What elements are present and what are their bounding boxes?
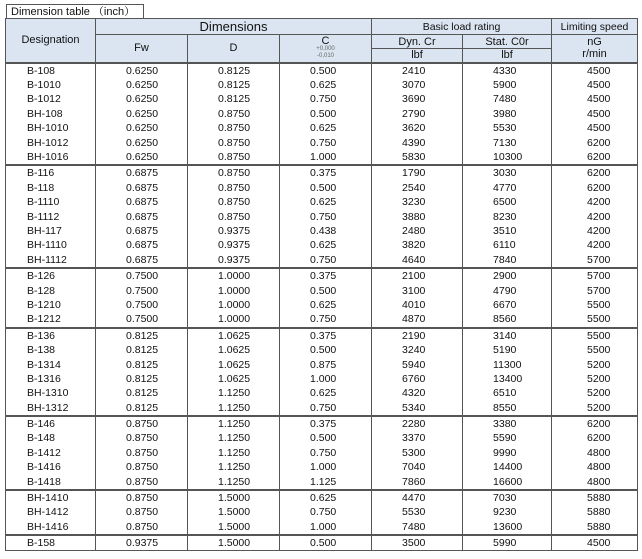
cell-speed: 6200 [552,135,638,149]
cell-fw: 0.8750 [96,446,188,460]
cell-c: 0.625 [280,238,372,252]
cell-d: 1.1250 [188,400,280,415]
cell-fw: 0.8750 [96,520,188,535]
cell-fw: 0.6250 [96,107,188,121]
cell-speed: 5200 [552,386,638,400]
cell-dyn: 2280 [372,416,463,431]
cell-speed: 4500 [552,78,638,92]
cell-dyn: 3100 [372,283,463,297]
cell-designation: BH-1112 [6,253,96,268]
cell-speed: 5700 [552,283,638,297]
table-row [6,298,638,312]
cell-fw: 0.6875 [96,165,188,180]
cell-stat: 16600 [463,474,552,489]
table-row [6,92,638,106]
cell-dyn: 4640 [372,253,463,268]
table-body [6,63,638,551]
cell-fw: 0.7500 [96,268,188,283]
cell-c: 0.625 [280,121,372,135]
cell-d: 1.0000 [188,312,280,327]
cell-speed: 5500 [552,328,638,343]
cell-c: 1.125 [280,474,372,489]
cell-speed: 5200 [552,400,638,415]
cell-fw: 0.8750 [96,505,188,519]
cell-stat: 5530 [463,121,552,135]
cell-designation: B-108 [6,63,96,78]
cell-speed: 6200 [552,431,638,445]
cell-speed: 5200 [552,357,638,371]
cell-d: 0.9375 [188,238,280,252]
cell-stat: 4770 [463,181,552,195]
cell-stat: 5900 [463,78,552,92]
cell-fw: 0.6875 [96,195,188,209]
cell-c: 0.750 [280,253,372,268]
cell-stat: 4330 [463,63,552,78]
table-row [6,535,638,551]
cell-stat: 13600 [463,520,552,535]
cell-c: 0.750 [280,505,372,519]
dimension-table [5,18,638,551]
cell-fw: 0.9375 [96,535,188,551]
cell-designation: BH-1012 [6,135,96,149]
cell-c: 1.000 [280,150,372,165]
table-row [6,181,638,195]
cell-dyn: 4010 [372,298,463,312]
cell-stat: 4790 [463,283,552,297]
table-row [6,78,638,92]
table-row [6,328,638,343]
cell-dyn: 2190 [372,328,463,343]
cell-dyn: 3230 [372,195,463,209]
cell-d: 1.0625 [188,357,280,371]
header-c-tolerance-upper: +0,000 [316,45,335,52]
cell-c: 0.750 [280,400,372,415]
cell-d: 1.5000 [188,520,280,535]
cell-stat: 3510 [463,224,552,238]
cell-d: 0.8750 [188,165,280,180]
cell-fw: 0.8750 [96,474,188,489]
cell-d: 1.0000 [188,283,280,297]
cell-dyn: 5530 [372,505,463,519]
cell-designation: BH-1010 [6,121,96,135]
cell-designation: BH-1412 [6,505,96,519]
cell-dyn: 3620 [372,121,463,135]
cell-dyn: 5340 [372,400,463,415]
header-c-label: C [321,34,330,47]
cell-stat: 9990 [463,446,552,460]
header-speed [552,35,638,63]
cell-d: 1.0625 [188,372,280,386]
cell-stat: 11300 [463,357,552,371]
cell-fw: 0.6250 [96,63,188,78]
cell-stat: 9230 [463,505,552,519]
cell-fw: 0.6250 [96,135,188,149]
cell-speed: 4500 [552,121,638,135]
cell-designation: BH-108 [6,107,96,121]
cell-speed: 4500 [552,63,638,78]
cell-fw: 0.8750 [96,460,188,474]
cell-speed: 4800 [552,474,638,489]
cell-fw: 0.7500 [96,283,188,297]
cell-speed: 4800 [552,446,638,460]
table-row [6,209,638,223]
cell-d: 0.8750 [188,195,280,209]
cell-d: 1.1250 [188,446,280,460]
cell-stat: 13400 [463,372,552,386]
cell-designation: B-1010 [6,78,96,92]
cell-designation: B-138 [6,343,96,357]
cell-designation: B-118 [6,181,96,195]
header-c [280,35,372,63]
cell-c: 0.500 [280,431,372,445]
table-row [6,121,638,135]
cell-d: 0.9375 [188,224,280,238]
cell-dyn: 3070 [372,78,463,92]
cell-fw: 0.8125 [96,343,188,357]
table-row [6,312,638,327]
cell-designation: B-136 [6,328,96,343]
cell-speed: 5500 [552,343,638,357]
cell-dyn: 7480 [372,520,463,535]
cell-designation: BH-1416 [6,520,96,535]
table-row [6,372,638,386]
table-row [6,446,638,460]
cell-fw: 0.8750 [96,431,188,445]
cell-speed: 4200 [552,209,638,223]
cell-c: 0.375 [280,268,372,283]
cell-dyn: 5940 [372,357,463,371]
cell-designation: B-1212 [6,312,96,327]
cell-c: 0.500 [280,107,372,121]
cell-speed: 5500 [552,298,638,312]
cell-stat: 10300 [463,150,552,165]
cell-d: 0.8750 [188,181,280,195]
table-row [6,460,638,474]
cell-designation: B-1412 [6,446,96,460]
header-fw: Fw [96,35,188,63]
cell-d: 0.8750 [188,150,280,165]
cell-d: 1.0000 [188,268,280,283]
table-row [6,195,638,209]
cell-dyn: 4470 [372,490,463,505]
table-row [6,268,638,283]
header-stat: Stat. C0r [463,35,552,49]
cell-c: 0.625 [280,386,372,400]
table-row [6,150,638,165]
cell-fw: 0.6250 [96,78,188,92]
table-row [6,520,638,535]
table-row [6,63,638,78]
cell-fw: 0.6875 [96,224,188,238]
cell-speed: 4500 [552,92,638,106]
cell-dyn: 4320 [372,386,463,400]
cell-designation: BH-1312 [6,400,96,415]
table-row [6,386,638,400]
cell-d: 1.0625 [188,343,280,357]
cell-dyn: 2480 [372,224,463,238]
table-row [6,165,638,180]
cell-fw: 0.6250 [96,92,188,106]
cell-dyn: 3880 [372,209,463,223]
cell-designation: BH-117 [6,224,96,238]
cell-speed: 4500 [552,535,638,551]
cell-speed: 5700 [552,253,638,268]
cell-dyn: 7860 [372,474,463,489]
cell-stat: 8560 [463,312,552,327]
cell-speed: 6200 [552,416,638,431]
cell-speed: 5880 [552,520,638,535]
cell-designation: B-128 [6,283,96,297]
cell-c: 0.375 [280,328,372,343]
cell-d: 0.8750 [188,209,280,223]
header-dyn: Dyn. Cr [372,35,463,49]
cell-d: 0.8125 [188,92,280,106]
cell-fw: 0.6875 [96,238,188,252]
cell-stat: 6670 [463,298,552,312]
table-header [6,19,638,63]
cell-speed: 4500 [552,107,638,121]
cell-designation: B-158 [6,535,96,551]
cell-c: 0.500 [280,343,372,357]
cell-stat: 3380 [463,416,552,431]
cell-designation: BH-1016 [6,150,96,165]
cell-designation: B-116 [6,165,96,180]
cell-speed: 5200 [552,372,638,386]
cell-speed: 6200 [552,181,638,195]
cell-c: 1.000 [280,460,372,474]
cell-dyn: 3240 [372,343,463,357]
cell-dyn: 2410 [372,63,463,78]
cell-dyn: 3500 [372,535,463,551]
header-dyn-unit: lbf [372,49,463,63]
cell-c: 1.000 [280,372,372,386]
cell-designation: B-1314 [6,357,96,371]
table-row [6,416,638,431]
cell-dyn: 4870 [372,312,463,327]
cell-fw: 0.6875 [96,253,188,268]
cell-fw: 0.6875 [96,209,188,223]
table-row [6,490,638,505]
cell-dyn: 5830 [372,150,463,165]
cell-fw: 0.8125 [96,328,188,343]
cell-d: 1.5000 [188,505,280,519]
table-row [6,400,638,415]
cell-d: 1.1250 [188,416,280,431]
cell-fw: 0.8125 [96,386,188,400]
cell-c: 0.500 [280,63,372,78]
cell-designation: B-1110 [6,195,96,209]
cell-fw: 0.7500 [96,298,188,312]
cell-designation: B-1112 [6,209,96,223]
cell-stat: 6510 [463,386,552,400]
cell-speed: 6200 [552,150,638,165]
cell-d: 1.1250 [188,460,280,474]
cell-d: 1.1250 [188,474,280,489]
cell-fw: 0.8750 [96,490,188,505]
cell-dyn: 1790 [372,165,463,180]
cell-speed: 5700 [552,268,638,283]
cell-dyn: 5300 [372,446,463,460]
table-row [6,238,638,252]
cell-fw: 0.8750 [96,416,188,431]
cell-stat: 3030 [463,165,552,180]
cell-fw: 0.8125 [96,357,188,371]
header-dimensions: Dimensions [96,19,372,35]
cell-dyn: 3820 [372,238,463,252]
cell-speed: 5500 [552,312,638,327]
cell-stat: 5190 [463,343,552,357]
cell-c: 0.438 [280,224,372,238]
cell-dyn: 6760 [372,372,463,386]
cell-c: 0.375 [280,416,372,431]
cell-fw: 0.6250 [96,121,188,135]
cell-speed: 4200 [552,195,638,209]
cell-stat: 5990 [463,535,552,551]
cell-designation: B-1210 [6,298,96,312]
cell-stat: 2900 [463,268,552,283]
cell-dyn: 7040 [372,460,463,474]
cell-c: 0.750 [280,209,372,223]
cell-stat: 8230 [463,209,552,223]
cell-stat: 7840 [463,253,552,268]
header-designation: Designation [6,19,96,63]
table-caption: Dimension table （inch） [6,4,144,19]
table-row [6,474,638,489]
cell-stat: 6500 [463,195,552,209]
cell-d: 1.5000 [188,535,280,551]
cell-stat: 8550 [463,400,552,415]
cell-fw: 0.6250 [96,150,188,165]
cell-c: 0.750 [280,312,372,327]
cell-c: 0.750 [280,92,372,106]
cell-stat: 3980 [463,107,552,121]
cell-speed: 6200 [552,165,638,180]
cell-d: 1.1250 [188,431,280,445]
header-c-tolerance-lower: -0,010 [317,52,335,59]
cell-stat: 7480 [463,92,552,106]
cell-speed: 4800 [552,460,638,474]
cell-d: 0.8125 [188,63,280,78]
cell-stat: 14400 [463,460,552,474]
cell-d: 1.1250 [188,386,280,400]
cell-designation: B-146 [6,416,96,431]
header-stat-unit: lbf [463,49,552,63]
cell-designation: B-1418 [6,474,96,489]
cell-speed: 4200 [552,224,638,238]
cell-c: 0.750 [280,446,372,460]
cell-designation: B-148 [6,431,96,445]
cell-c: 1.000 [280,520,372,535]
cell-stat: 7030 [463,490,552,505]
header-basic-load-rating: Basic load rating [372,19,552,35]
cell-designation: BH-1410 [6,490,96,505]
cell-c: 0.625 [280,78,372,92]
cell-dyn: 3370 [372,431,463,445]
cell-c: 0.500 [280,535,372,551]
cell-dyn: 2540 [372,181,463,195]
cell-dyn: 2790 [372,107,463,121]
table-row [6,135,638,149]
cell-d: 0.8750 [188,121,280,135]
cell-c: 0.625 [280,195,372,209]
cell-designation: B-1416 [6,460,96,474]
table-row [6,357,638,371]
cell-stat: 6110 [463,238,552,252]
cell-dyn: 4390 [372,135,463,149]
cell-fw: 0.7500 [96,312,188,327]
table-row [6,253,638,268]
cell-fw: 0.8125 [96,400,188,415]
table-row [6,107,638,121]
cell-stat: 7130 [463,135,552,149]
cell-c: 0.500 [280,181,372,195]
cell-d: 0.8750 [188,107,280,121]
cell-d: 1.0000 [188,298,280,312]
cell-designation: B-1316 [6,372,96,386]
header-speed-unit: r/min [582,48,607,61]
cell-d: 0.9375 [188,253,280,268]
cell-c: 0.625 [280,298,372,312]
cell-speed: 5880 [552,490,638,505]
cell-fw: 0.8125 [96,372,188,386]
cell-c: 0.375 [280,165,372,180]
cell-c: 0.875 [280,357,372,371]
cell-c: 0.500 [280,283,372,297]
cell-speed: 5880 [552,505,638,519]
table-row [6,224,638,238]
table-row [6,283,638,297]
cell-d: 1.5000 [188,490,280,505]
cell-d: 0.8750 [188,135,280,149]
cell-designation: B-1012 [6,92,96,106]
cell-designation: BH-1310 [6,386,96,400]
header-speed-symbol: nG [587,36,602,49]
cell-stat: 3140 [463,328,552,343]
cell-dyn: 3690 [372,92,463,106]
table-row [6,505,638,519]
cell-speed: 4200 [552,238,638,252]
cell-designation: B-126 [6,268,96,283]
cell-d: 1.0625 [188,328,280,343]
table-row [6,343,638,357]
cell-stat: 5590 [463,431,552,445]
cell-designation: BH-1110 [6,238,96,252]
cell-fw: 0.6875 [96,181,188,195]
cell-c: 0.625 [280,490,372,505]
header-d: D [188,35,280,63]
header-limiting-speed: Limiting speed [552,19,638,35]
cell-d: 0.8125 [188,78,280,92]
cell-c: 0.750 [280,135,372,149]
table-row [6,431,638,445]
cell-dyn: 2100 [372,268,463,283]
